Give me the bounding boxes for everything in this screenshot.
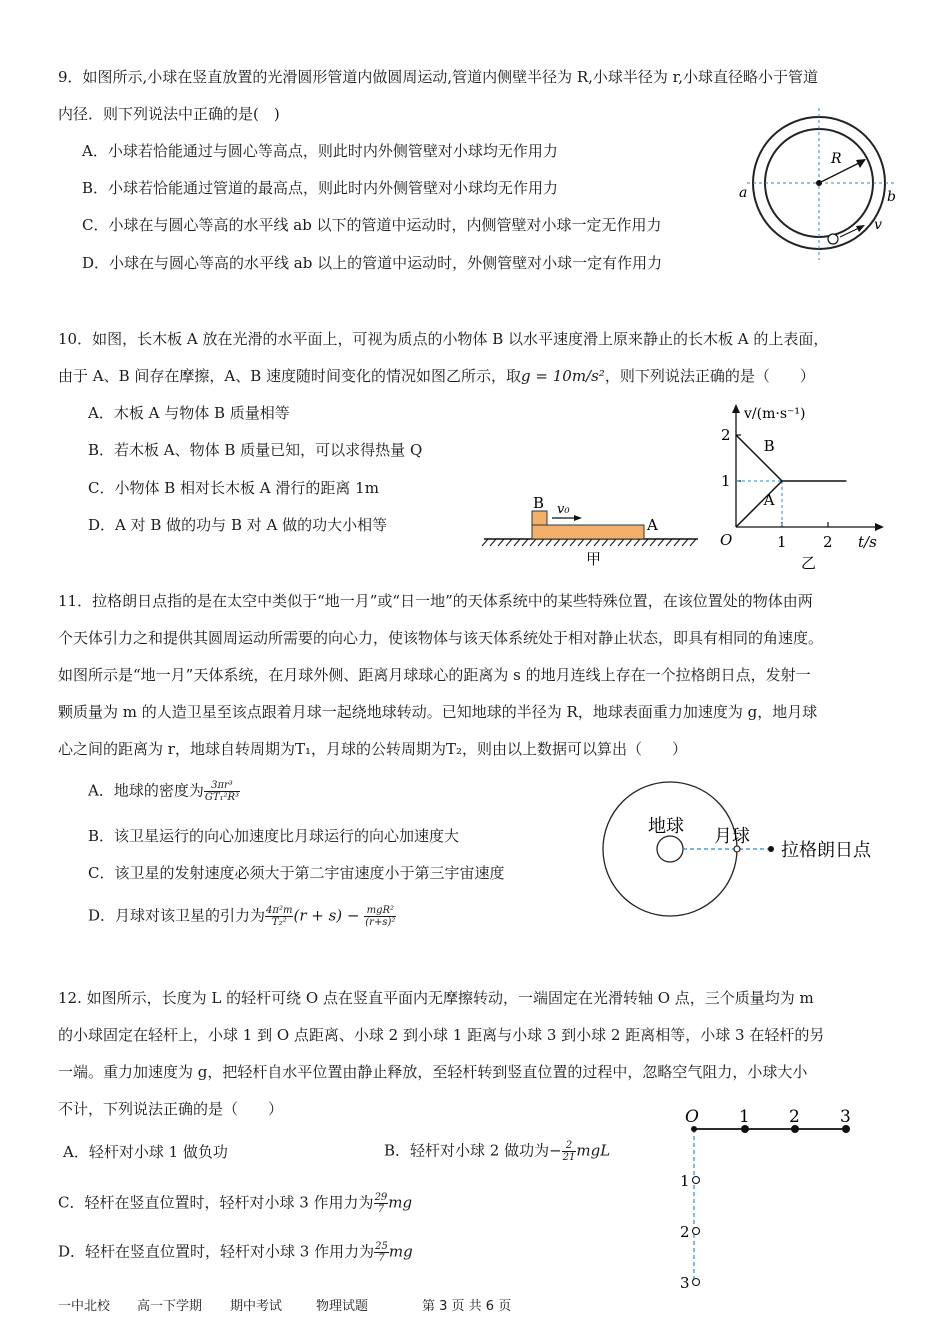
q12-optD-num: 25 bbox=[375, 1241, 388, 1252]
q11-optA-text: A．地球的密度为 bbox=[88, 781, 204, 800]
q9-option-b[interactable]: B．小球若恰能通过管道的最高点，则此时内外侧管壁对小球均无作用力 bbox=[82, 179, 559, 197]
q12-optB-num: 2 bbox=[562, 1140, 577, 1152]
q10-option-a[interactable]: A．木板 A 与物体 B 质量相等 bbox=[88, 404, 290, 422]
q11-option-d[interactable] bbox=[88, 905, 396, 928]
q11-option-a[interactable] bbox=[88, 780, 240, 803]
q12-optD-text: D．轻杆在竖直位置时，轻杆对小球 3 作用力为 bbox=[58, 1242, 375, 1261]
q11-optD-num1: 4π²m bbox=[266, 905, 293, 916]
q12-label-down-3: 3 bbox=[680, 1274, 690, 1292]
q12-optC-text: C．轻杆在竖直位置时，轻杆对小球 3 作用力为 bbox=[58, 1193, 374, 1212]
q12-label-top-1: 1 bbox=[739, 1107, 750, 1127]
q11-stem-line3: 如图所示是“地一月”天体系统，在月球外侧、距离月球球心的距离为 s 的地月连线上存在一个拉格朗日点，发射一 bbox=[58, 666, 811, 684]
vt-ylabel: v/(m·s⁻¹) bbox=[744, 406, 806, 422]
vt-y-axis-arrow bbox=[732, 404, 740, 413]
q9-circular-tube-figure bbox=[735, 100, 905, 265]
q9-stem-line1: 9．如图所示,小球在竖直放置的光滑圆形管道内做圆周运动,管道内侧壁半径为 R,小球半径为 r,小球直径略小于管道 bbox=[58, 68, 818, 86]
q11-optA-num: 3πr³ bbox=[204, 780, 240, 792]
q9-option-d[interactable]: D．小球在与圆心等高的水平线 ab 以上的管道中运动时，外侧管壁对小球一定有作用力 bbox=[82, 254, 663, 272]
q11-optA-den: GT₁²R³ bbox=[204, 792, 240, 803]
q12-optB-text: B．轻杆对小球 2 做功为− bbox=[384, 1141, 562, 1160]
footer-page: 第 3 页 共 6 页 bbox=[422, 1299, 512, 1314]
q10-label-A: A bbox=[647, 516, 658, 534]
q11-stem-line4: 颗质量为 m 的人造卫星至该点跟着月球一起绕地球转动。已知地球的半径为 R，地球表面重力加速度为 g，地月球 bbox=[58, 703, 818, 721]
q12-stem-line1: 12. 如图所示，长度为 L 的轻杆可绕 O 点在竖直平面内无摩擦转动，一端固定在光滑转轴 O 点，三个质量均为 m bbox=[58, 989, 814, 1007]
vt-xlabel: t/s bbox=[858, 533, 877, 551]
q10-stem-line1: 10．如图，长木板 A 放在光滑的水平面上，可视为质点的小物体 B 以水平速度滑上原来静止的长木板 A 的上表面， bbox=[58, 330, 829, 348]
q12-option-c[interactable] bbox=[58, 1192, 412, 1215]
footer-school: 一中北校 bbox=[58, 1299, 111, 1314]
q11-optD-den1: T₂² bbox=[271, 917, 287, 928]
q12-stem-line2: 的小球固定在轻杆上，小球 1 到 O 点距离、小球 2 到小球 1 距离与小球 3 到小球 2 距离相等，小球 3 在轻杆的另 bbox=[58, 1026, 825, 1044]
footer-exam: 期中考试 bbox=[230, 1299, 283, 1314]
q12-option-b[interactable] bbox=[384, 1140, 610, 1163]
q10-option-b[interactable]: B．若木板 A、物体 B 质量已知，可以求得热量 Q bbox=[88, 441, 423, 459]
q11-stem-line5: 心之间的距离为 r，地球自转周期为T₁，月球的公转周期为T₂，则由以上数据可以算出（ ） bbox=[58, 740, 687, 758]
vt-series-line-B bbox=[736, 435, 846, 481]
q11-optD-text: D．月球对该卫星的引力为 bbox=[88, 906, 266, 925]
footer-term: 高一下学期 bbox=[137, 1299, 203, 1314]
vt-xtick-label-1: 1 bbox=[777, 533, 787, 551]
q9-option-c[interactable]: C．小球在与圆心等高的水平线 ab 以下的管道中运动时，内侧管壁对小球一定无作用力 bbox=[82, 216, 662, 234]
q11-optD-num2: mgR² bbox=[364, 905, 396, 917]
q10-g-value: g = 10m/s² bbox=[521, 367, 605, 385]
q11-optD-mid: (r + s) − bbox=[293, 906, 360, 925]
q10-option-c[interactable]: C．小物体 B 相对长木板 A 滑行的距离 1m bbox=[88, 479, 379, 497]
q12-optC-den: 7 bbox=[377, 1204, 385, 1215]
q12-optB-den: 21 bbox=[562, 1152, 576, 1163]
vt-ytick-label-1: 1 bbox=[721, 472, 731, 490]
vt-caption-yi: 乙 bbox=[801, 554, 817, 572]
vt-x-axis-arrow bbox=[875, 523, 884, 531]
q12-optB-post: mgL bbox=[576, 1141, 611, 1160]
q12-option-a[interactable]: A．轻杆对小球 1 做负功 bbox=[63, 1143, 228, 1161]
q12-label-down-1: 1 bbox=[680, 1172, 690, 1190]
vt-xtick-label-2: 2 bbox=[823, 533, 833, 551]
q12-stem-line4: 不计，下列说法正确的是（ ） bbox=[58, 1100, 284, 1118]
q9-stem-line2: 内径．则下列说法中正确的是( ) bbox=[58, 105, 280, 123]
q11-label-moon: 月球 bbox=[714, 826, 750, 847]
footer-subject: 物理试题 bbox=[316, 1299, 369, 1314]
q11-option-c[interactable]: C．该卫星的发射速度必须大于第二宇宙速度小于第三宇宙速度 bbox=[88, 864, 505, 882]
vt-series-label-A: A bbox=[763, 490, 775, 509]
q12-optC-num: 29 bbox=[374, 1192, 388, 1203]
q10-vt-chart bbox=[712, 398, 887, 573]
q12-rod-figure bbox=[675, 1102, 860, 1292]
q9-option-a[interactable]: A．小球若恰能通过与圆心等高点，则此时内外侧管壁对小球均无作用力 bbox=[82, 142, 558, 160]
q9-label-R: R bbox=[831, 151, 842, 167]
q11-optD-den2: (r+s)² bbox=[365, 917, 396, 928]
q10-label-v0: v₀ bbox=[557, 502, 570, 517]
q12-optD-post: mg bbox=[388, 1242, 413, 1261]
q10-board-figure bbox=[478, 488, 703, 568]
q11-label-lagrange: 拉格朗日点 bbox=[781, 840, 871, 861]
q11-stem-line2: 个天体引力之和提供其圆周运动所需要的向心力，使该物体与该天体系统处于相对静止状态，即具有相同的角速度。 bbox=[58, 629, 824, 647]
q11-label-earth: 地球 bbox=[648, 816, 684, 837]
q12-stem-line3: 一端。重力加速度为 g，把轻杆自水平位置由静止释放，至轻杆转到竖直位置的过程中，忽略空气阻力，小球大小 bbox=[58, 1063, 808, 1081]
q10-option-d[interactable]: D．A 对 B 做的功与 B 对 A 做的功大小相等 bbox=[88, 516, 388, 534]
q12-label-O: O bbox=[685, 1107, 699, 1127]
q11-earth-moon-figure bbox=[600, 780, 910, 920]
q12-label-top-2: 2 bbox=[789, 1107, 800, 1127]
q12-label-down-2: 2 bbox=[680, 1223, 690, 1241]
vt-ytick-label-2: 2 bbox=[721, 426, 731, 444]
vt-series-label-B: B bbox=[763, 437, 775, 456]
q9-label-a: a bbox=[739, 185, 748, 201]
q10-stem-pre: 由于 A、B 间存在摩擦，A、B 速度随时间变化的情况如图乙所示，取 bbox=[58, 367, 522, 385]
q10-stem-line2 bbox=[58, 366, 815, 386]
q10-caption-jia: 甲 bbox=[586, 550, 602, 568]
q12-optC-post: mg bbox=[388, 1193, 413, 1212]
q9-label-v: v bbox=[874, 217, 882, 233]
vt-series-line-A bbox=[736, 481, 782, 527]
q9-label-b: b bbox=[887, 189, 896, 205]
q12-optD-den: 7 bbox=[378, 1253, 385, 1264]
q11-option-b[interactable]: B．该卫星运行的向心加速度比月球运行的向心加速度大 bbox=[88, 827, 460, 845]
q12-label-top-3: 3 bbox=[840, 1107, 851, 1127]
q10-label-B: B bbox=[533, 494, 545, 512]
q10-stem-post: ，则下列说法正确的是（ ） bbox=[604, 367, 815, 385]
vt-origin-label: O bbox=[720, 531, 733, 549]
q12-option-d[interactable] bbox=[58, 1241, 413, 1264]
q11-stem-line1: 11．拉格朗日点指的是在太空中类似于“地一月”或“日一地”的天体系统中的某些特殊位置，在该位置处的物体由两 bbox=[58, 592, 813, 610]
